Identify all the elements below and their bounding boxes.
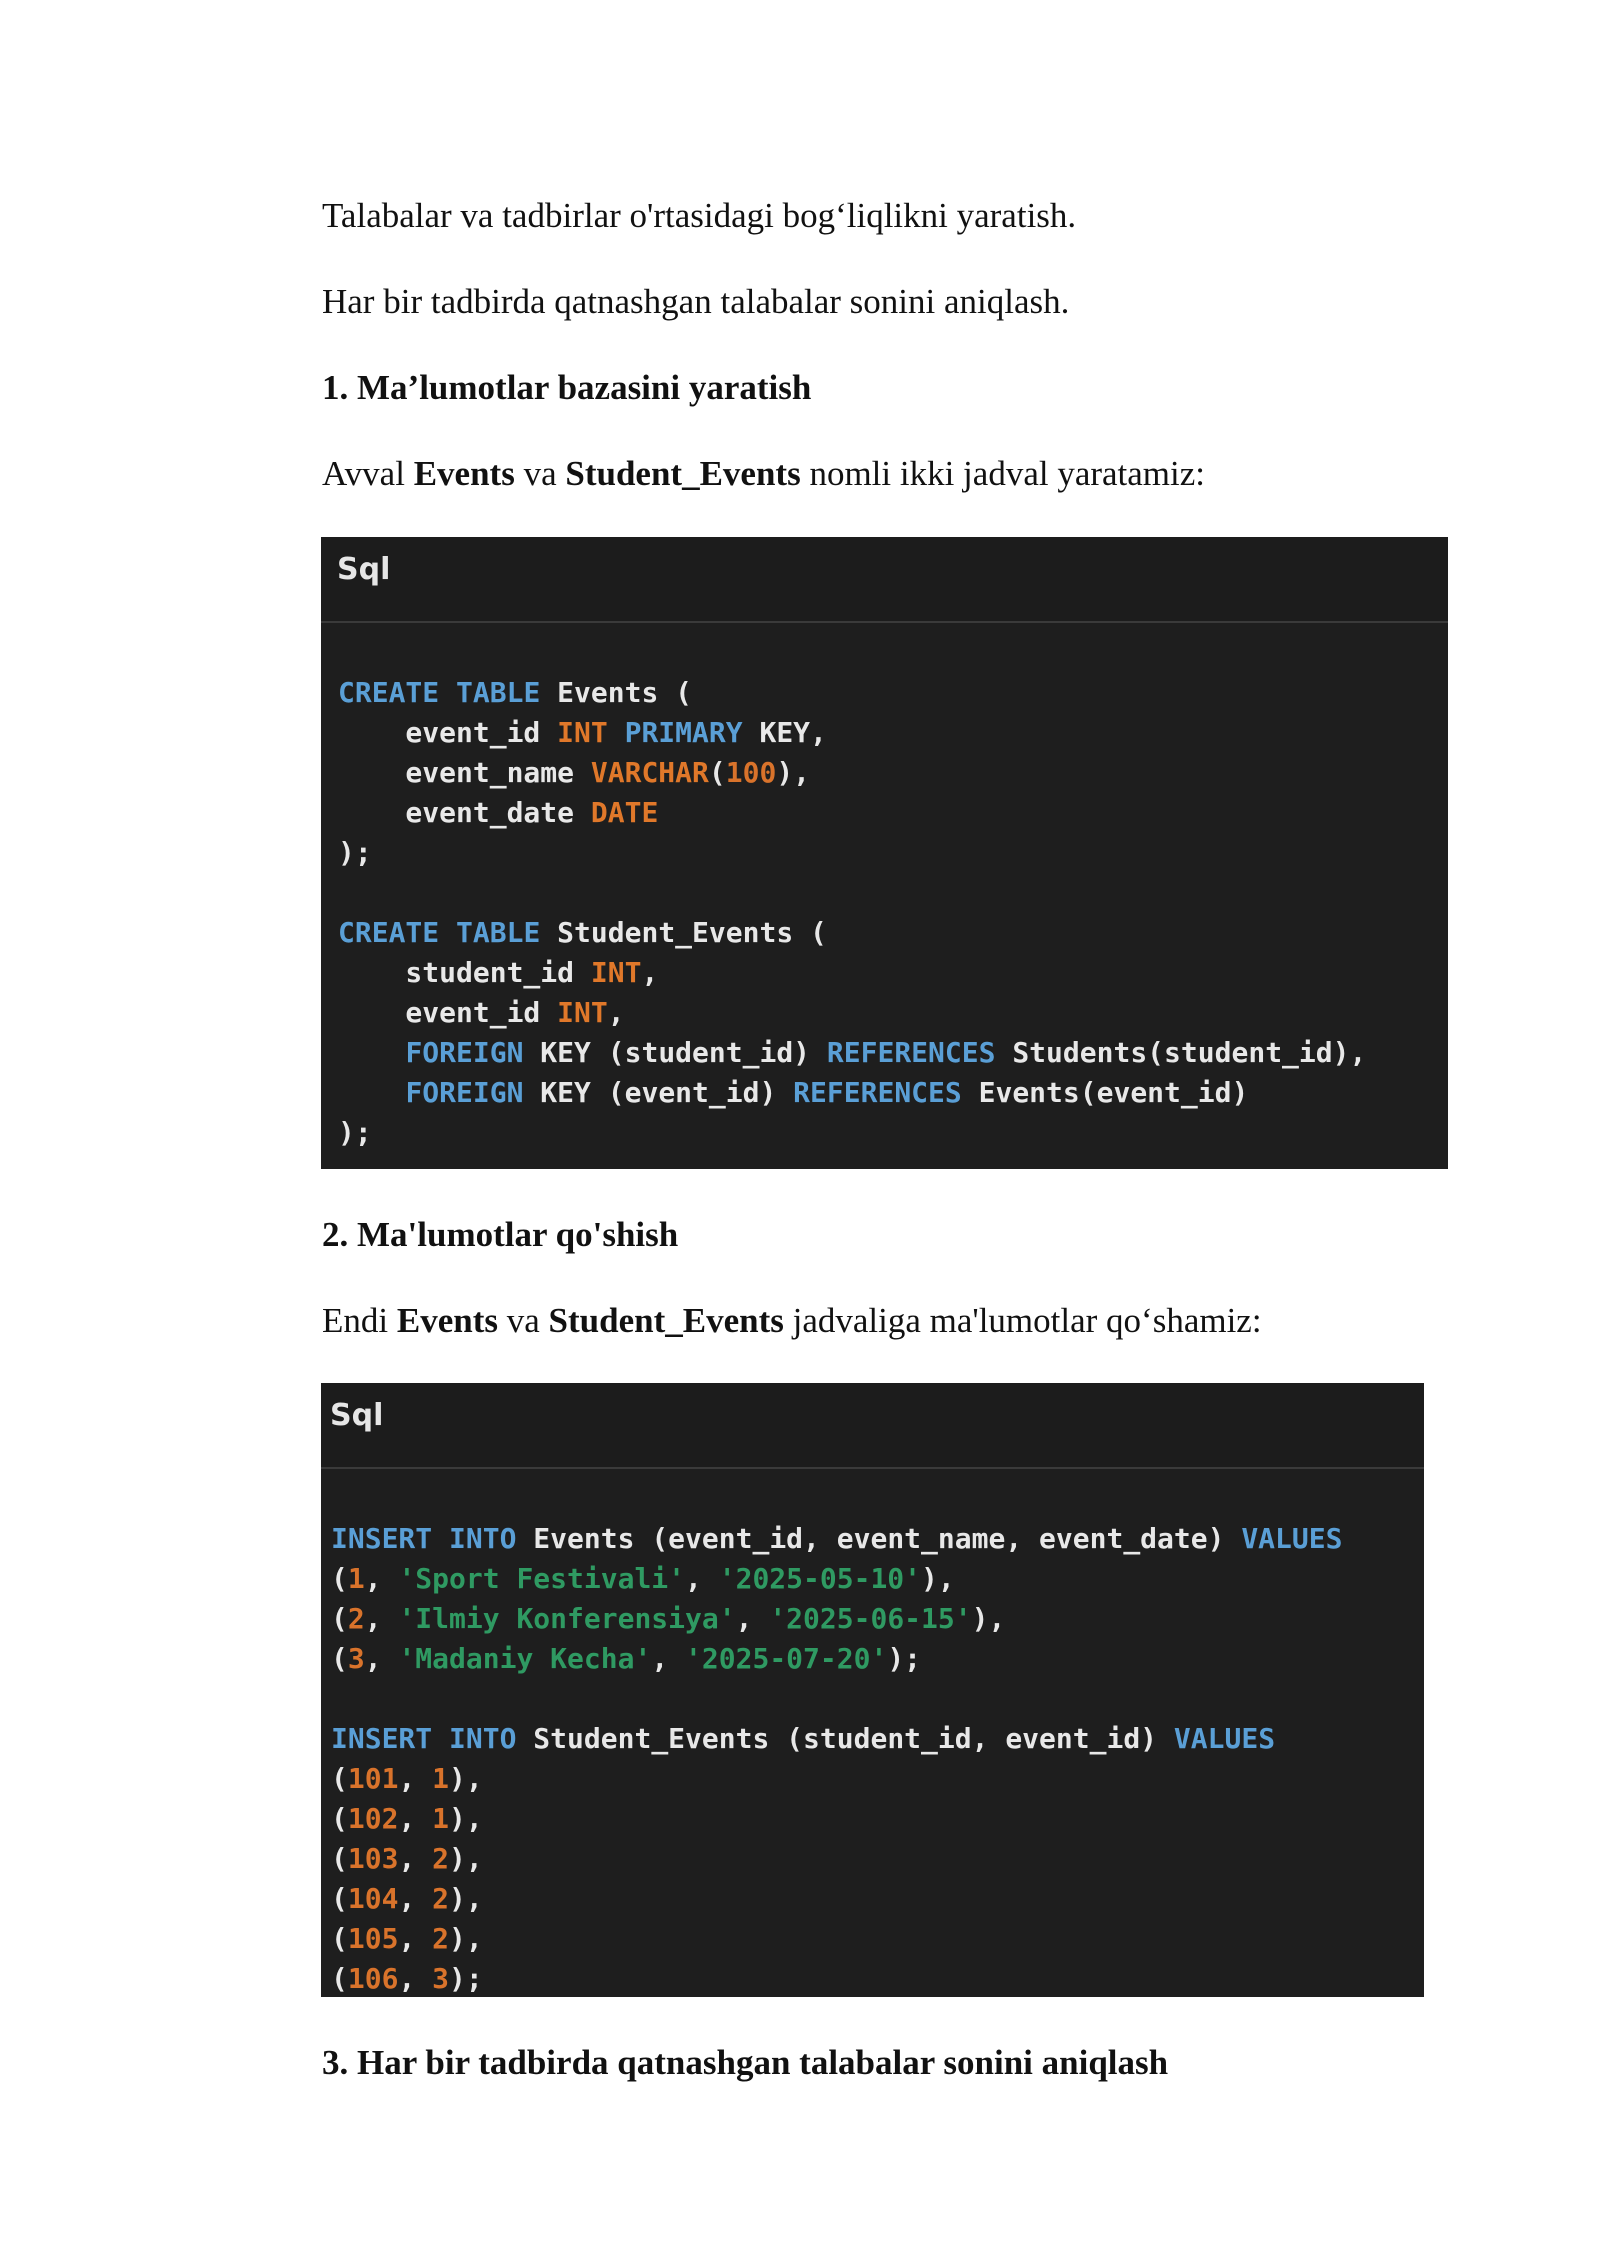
- code-line: [331, 1519, 1424, 1559]
- section-2-intro: [322, 1299, 1262, 1343]
- sql-number: 1: [432, 1802, 450, 1835]
- sql-text: ,: [641, 956, 659, 989]
- sql-type: INT: [590, 956, 642, 989]
- sql-string: '2025-07-20': [685, 1642, 888, 1675]
- section-1-intro: [322, 452, 1205, 496]
- sql-number: 2: [432, 1842, 450, 1875]
- code-line: [331, 1759, 1424, 1799]
- code-line: [331, 1719, 1424, 1759]
- sql-number: 105: [347, 1922, 399, 1955]
- sql-text: ,: [398, 1842, 433, 1875]
- sql-text: ),: [449, 1842, 483, 1875]
- sql-text: ),: [449, 1922, 483, 1955]
- sql-number: 106: [347, 1962, 399, 1995]
- bold-term-events: Events: [413, 454, 515, 493]
- code-line: [338, 633, 1448, 673]
- sql-text: (: [331, 1882, 348, 1915]
- sql-number: 1: [347, 1562, 365, 1595]
- sql-text: );: [338, 836, 372, 869]
- sql-text: student_id: [338, 956, 591, 989]
- sql-text: ,: [607, 996, 625, 1029]
- code-line: [338, 753, 1448, 793]
- code-language-label: Sql: [321, 537, 1448, 623]
- sql-string: 'Madaniy Kecha': [398, 1642, 652, 1675]
- code-line: [331, 1639, 1424, 1679]
- sql-text: (: [331, 1922, 348, 1955]
- code-line: [338, 873, 1448, 913]
- sql-text: (: [708, 756, 726, 789]
- code-content: [321, 1469, 1424, 1999]
- sql-keyword: FOREIGN: [405, 1076, 524, 1109]
- sql-text: [432, 1722, 449, 1755]
- code-line: [338, 793, 1448, 833]
- bold-term-student-events: Student_Events: [548, 1301, 784, 1340]
- sql-text: ),: [449, 1882, 483, 1915]
- sql-number: 3: [347, 1642, 365, 1675]
- sql-text: (: [331, 1802, 348, 1835]
- sql-keyword: INTO: [449, 1522, 517, 1555]
- sql-keyword: CREATE: [338, 916, 440, 949]
- sql-text: KEY (event_id): [523, 1076, 794, 1109]
- sql-text: (: [331, 1762, 348, 1795]
- sql-text: [439, 676, 456, 709]
- sql-text: (: [331, 1842, 348, 1875]
- sql-text: );: [449, 1962, 483, 1995]
- sql-string: '2025-05-10': [718, 1562, 922, 1595]
- code-line: [338, 953, 1448, 993]
- sql-keyword: CREATE: [338, 676, 440, 709]
- sql-keyword: TABLE: [456, 676, 541, 709]
- sql-text: [608, 716, 625, 749]
- sql-text: ,: [685, 1562, 719, 1595]
- sql-text: ,: [735, 1602, 770, 1635]
- sql-keyword: TABLE: [456, 916, 541, 949]
- section-heading-3: 3. Har bir tadbirda qatnashgan talabalar sonini aniqlash: [322, 2043, 1169, 2082]
- code-line: [331, 1479, 1424, 1519]
- intro-paragraph-1: Talabalar va tadbirlar o'rtasidagi bog‘liqlikni yaratish.: [322, 196, 1077, 235]
- sql-string: 'Sport Festivali': [398, 1562, 686, 1595]
- sql-number: 2: [347, 1602, 365, 1635]
- sql-text: event_id: [338, 716, 558, 749]
- sql-text: ,: [398, 1882, 433, 1915]
- sql-text: ,: [398, 1962, 433, 1995]
- sql-number: 102: [347, 1802, 399, 1835]
- sql-keyword: INSERT: [331, 1722, 433, 1755]
- sql-string: 'Ilmiy Konferensiya': [398, 1602, 736, 1635]
- sql-text: ),: [971, 1602, 1006, 1635]
- sql-text: Student_Events (: [540, 916, 827, 949]
- sql-type: INT: [557, 996, 608, 1029]
- sql-text: Events (: [540, 676, 693, 709]
- sql-text: (: [331, 1642, 348, 1675]
- sql-text: Student_Events (student_id, event_id): [516, 1722, 1174, 1755]
- sql-number: 100: [725, 756, 777, 789]
- sql-text: KEY,: [742, 716, 827, 749]
- sql-text: ,: [364, 1642, 399, 1675]
- code-language-label: Sql: [321, 1383, 1424, 1469]
- sql-text: event_date: [338, 796, 591, 829]
- code-line: [331, 1559, 1424, 1599]
- sql-text: );: [338, 1116, 372, 1149]
- sql-text: ,: [398, 1922, 433, 1955]
- sql-keyword: VALUES: [1173, 1722, 1276, 1755]
- sql-type: INT: [557, 716, 608, 749]
- section-heading-2: 2. Ma'lumotlar qo'shish: [322, 1215, 679, 1254]
- sql-type: VARCHAR: [590, 756, 709, 789]
- sql-type: DATE: [590, 796, 659, 829]
- code-line: [331, 1919, 1424, 1959]
- code-line: [338, 1033, 1448, 1073]
- code-line: [338, 713, 1448, 753]
- sql-text: (: [331, 1962, 348, 1995]
- code-line: [331, 1879, 1424, 1919]
- code-line: [338, 913, 1448, 953]
- sql-text: ,: [364, 1602, 399, 1635]
- code-line: [331, 1599, 1424, 1639]
- sql-number: 2: [432, 1922, 450, 1955]
- sql-number: 101: [347, 1762, 399, 1795]
- sql-keyword: INSERT: [331, 1522, 433, 1555]
- sql-number: 2: [432, 1882, 450, 1915]
- sql-text: [432, 1522, 449, 1555]
- sql-number: 1: [432, 1762, 450, 1795]
- code-content: [321, 623, 1448, 1153]
- sql-keyword: VALUES: [1241, 1522, 1343, 1555]
- code-line: [338, 833, 1448, 873]
- bold-term-events: Events: [396, 1301, 498, 1340]
- sql-keyword: REFERENCES: [826, 1036, 996, 1069]
- sql-text: [439, 916, 456, 949]
- sql-text: (: [331, 1562, 348, 1595]
- sql-keyword: FOREIGN: [405, 1036, 524, 1069]
- sql-text: event_name: [338, 756, 591, 789]
- sql-text: ),: [921, 1562, 955, 1595]
- code-line: [338, 673, 1448, 713]
- sql-text: ),: [449, 1802, 483, 1835]
- text-run: nomli ikki jadval yaratamiz:: [800, 454, 1206, 493]
- sql-text: ,: [651, 1642, 686, 1675]
- sql-text: ),: [776, 756, 811, 789]
- text-run: jadvaliga ma'lumotlar qo‘shamiz:: [783, 1301, 1262, 1340]
- intro-paragraph-2: Har bir tadbirda qatnashgan talabalar sonini aniqlash.: [322, 282, 1070, 321]
- sql-number: 104: [347, 1882, 399, 1915]
- sql-text: Events (event_id, event_name, event_date): [516, 1522, 1242, 1555]
- sql-text: Students(student_id),: [995, 1036, 1367, 1069]
- text-run: va: [514, 454, 566, 493]
- sql-text: Events(event_id): [961, 1076, 1249, 1109]
- sql-number: 103: [347, 1842, 399, 1875]
- sql-number: 3: [432, 1962, 450, 1995]
- code-line: [331, 1959, 1424, 1999]
- bold-term-student-events: Student_Events: [565, 454, 801, 493]
- code-line: [338, 993, 1448, 1033]
- sql-text: [338, 1076, 405, 1109]
- sql-text: [338, 1036, 405, 1069]
- code-block-create-tables: [321, 537, 1448, 1169]
- sql-keyword: PRIMARY: [624, 716, 743, 749]
- sql-text: ,: [398, 1802, 433, 1835]
- code-line: [338, 1073, 1448, 1113]
- sql-text: );: [887, 1642, 922, 1675]
- sql-keyword: INTO: [449, 1722, 517, 1755]
- sql-text: ,: [364, 1562, 399, 1595]
- code-line: [331, 1799, 1424, 1839]
- section-heading-1: 1. Ma’lumotlar bazasini yaratish: [322, 368, 812, 407]
- text-run: va: [497, 1301, 549, 1340]
- sql-text: (: [331, 1602, 348, 1635]
- sql-text: KEY (student_id): [523, 1036, 827, 1069]
- sql-text: event_id: [338, 996, 558, 1029]
- code-line: [331, 1839, 1424, 1879]
- sql-string: '2025-06-15': [769, 1602, 972, 1635]
- code-line: [331, 1679, 1424, 1719]
- code-line: [338, 1113, 1448, 1153]
- text-run: Avval: [322, 454, 414, 493]
- sql-text: ),: [449, 1762, 483, 1795]
- code-block-insert-data: [321, 1383, 1424, 1997]
- sql-keyword: REFERENCES: [793, 1076, 962, 1109]
- text-run: Endi: [322, 1301, 397, 1340]
- sql-text: ,: [398, 1762, 433, 1795]
